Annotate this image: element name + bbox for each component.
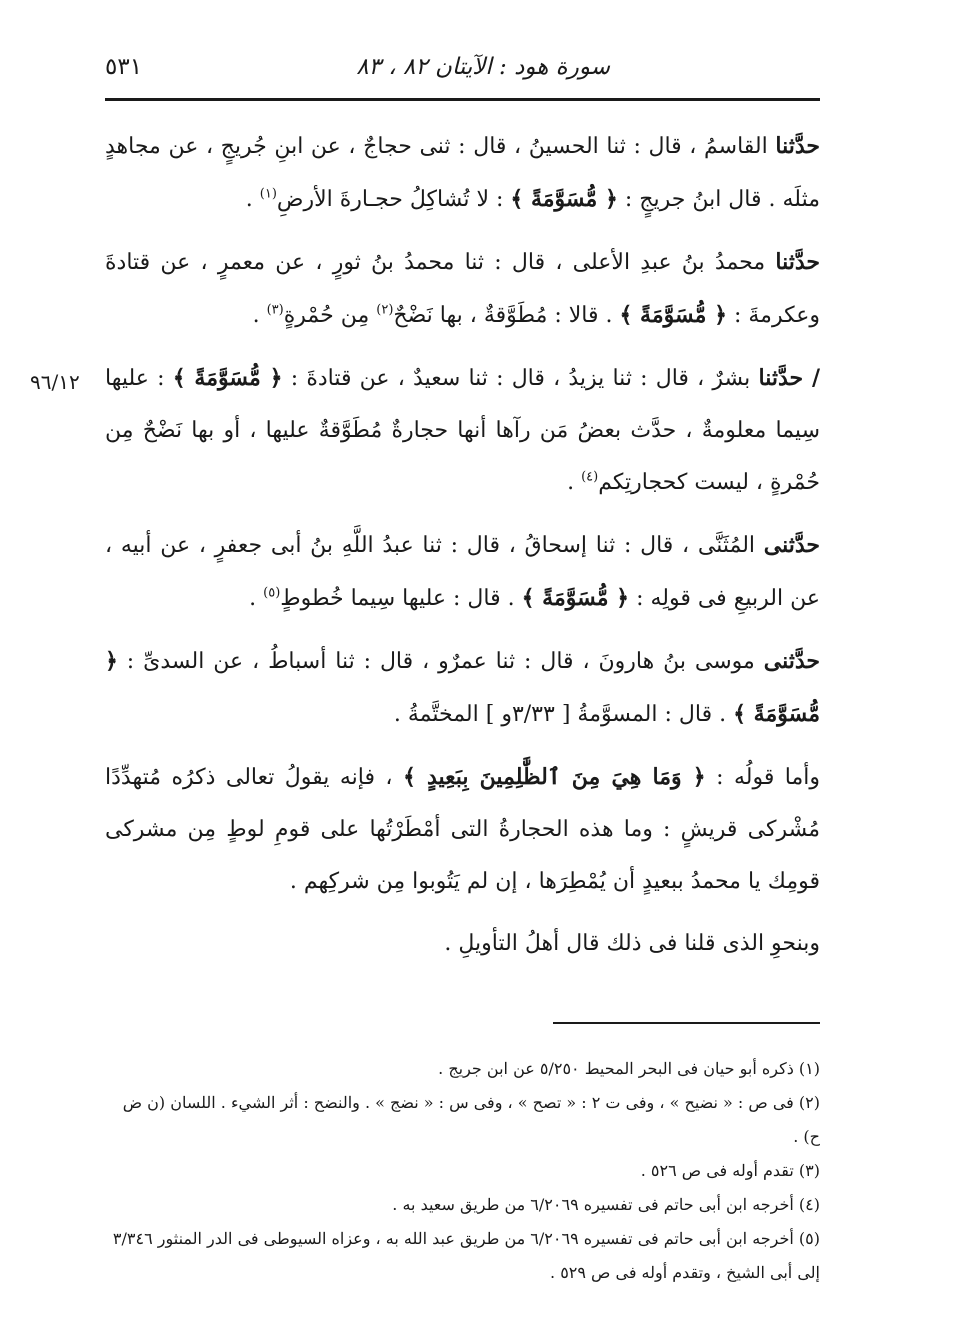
footnote-3: (٣) تقدم أوله فى ص ٥٢٦ .: [640, 1161, 820, 1180]
footnote-ref[interactable]: (٥): [263, 585, 281, 601]
quran-quote: ﴿ مُّسَوَّمَةً ﴾: [521, 585, 630, 611]
text-run: وبنحوِ الذى قلنا فى ذلك قال أهلُ التأويلِ .: [444, 931, 820, 956]
text-run: ، فإنه يقولُ تعالى ذكرُه مُتهدِّدًا مُشْركى قريشٍ : وما هذه الحجارةُ التى أمْطَرْتُها على قومِ لوطٍ مِن مشركى قومِك يا محمدُ ببعيدٍ أن يُمْطِرَها ، إن لم يَتُوبوا مِن شركِهم .: [105, 765, 820, 894]
footnote-ref[interactable]: (١): [259, 186, 277, 202]
quran-quote: ﴿ وَمَا هِيَ مِنَ ٱلظَّٰلِمِينَ بِبَعِيدٍ ﴾: [402, 764, 706, 790]
footnote-ref[interactable]: (٢): [376, 302, 394, 318]
footnote-5: (٥) أخرجه ابن أبى حاتم فى تفسيره ٦/٢٠٦٩ من طريق عبد الله به ، وعزاه السيوطى فى الدر المنثور ٣/٣٤٦ إلى أبى الشيخ ، وتقدم أوله فى ص ٥٢٩ .: [112, 1229, 820, 1282]
text-run: مِن حُمْرةٍ: [283, 303, 377, 328]
footnote-ref[interactable]: (٤): [581, 469, 599, 485]
paragraph-3: [105, 352, 820, 509]
text-run: . قال : عليها سِيما خُطوطٍ: [280, 586, 522, 611]
running-title: سورة هود : الآيتان ٨٢ ، ٨٣: [356, 54, 610, 80]
footnote-2: (٢) فى ص : « نضيح » ، وفى ت ٢ : « تصح » ، وفى س : « نضج » . والنضح : أثر الشيء . اللسان (ن ض ح) .: [122, 1093, 820, 1146]
text-run: : لا تُشاكِلُ حجـارةَ الأرضِ: [276, 187, 511, 212]
footnote-4: (٤) أخرجه ابن أبى حاتم فى تفسيره ٦/٢٠٦٩ من طريق سعيد به .: [392, 1195, 820, 1214]
narration-lead: حدَّثنى: [763, 532, 820, 558]
text-run: .: [252, 303, 267, 328]
footnote-ref[interactable]: (٣): [266, 302, 284, 318]
footnote-divider: [553, 1022, 820, 1024]
page-header: [105, 48, 820, 101]
quran-quote: ﴿ مُّسَوَّمَةً ﴾: [510, 186, 618, 212]
text-run: . قالا : مُطَوَّقةٌ ، بها نَضْحٌ: [393, 303, 620, 328]
page-number: ٥٣١: [105, 54, 143, 80]
footnotes: [105, 1052, 820, 1290]
text-run: وأما قولُه :: [705, 765, 821, 790]
paragraph-2: [105, 236, 820, 342]
narration-lead: حدَّثنى: [763, 648, 820, 674]
footnote-1: (١) ذكره أبو حيان فى البحر المحيط ٥/٢٥٠ عن ابن جريج .: [438, 1059, 820, 1078]
paragraph-1: [105, 120, 820, 226]
text-run: . قال : المسوَّمةُ [ ٣/٣٣و ] المختَّمةُ .: [393, 702, 734, 727]
text-run: القاسمُ ، قال : ثنا الحسينُ ، قال : ثنى حجاجٌ ، عن ابنِ جُريجٍ ، عن مجاهدٍ مثلَه . قال ابنُ جريجٍ :: [105, 134, 820, 212]
paragraph-4: [105, 519, 820, 625]
narration-lead: / حدَّثنا: [758, 365, 820, 391]
text-run: المُثَنَّى ، قال : ثنا إسحاقُ ، قال : ثنا عبدُ اللَّهِ بنُ أبى جعفرٍ ، عن أبيه ، عن الربيعِ فى قولِه :: [105, 533, 820, 611]
text-run: .: [245, 187, 260, 212]
text-run: بشرٌ ، قال : ثنا يزيدُ ، قال : ثنا سعيدٌ ، عن قتادةَ :: [282, 366, 759, 391]
text-run: موسى بنُ هارونَ ، قال : ثنا عمرٌو ، قال : ثنا أسباطُ ، عن السدىِّ :: [117, 649, 764, 674]
narration-lead: حدَّثنا: [775, 249, 820, 275]
text-run: .: [567, 470, 582, 495]
text-run: محمدُ بنُ عبدِ الأعلى ، قال : ثنا محمدُ بنُ ثورٍ ، عن معمرٍ ، عن قتادةَ وعكرمةَ :: [105, 250, 820, 328]
quran-quote: ﴿ مُّسَوَّمَةً ﴾: [619, 302, 727, 328]
quran-quote: ﴿ مُّسَوَّمَةً ﴾: [172, 365, 283, 391]
text-run: : عليها سِيما معلومةٌ ، حدَّث بعضُ مَن رآها أنها حجارةٌ مُطَوَّقةٌ عليها ، أو بها نَضْحٌ مِن حُمْرةٍ ، ليست كحجارتِكم: [105, 366, 820, 495]
margin-note: ٩٦/١٢: [30, 370, 80, 394]
main-text: [105, 120, 820, 980]
text-run: .: [249, 586, 264, 611]
paragraph-7: [105, 918, 820, 970]
paragraph-5: [105, 635, 820, 741]
quran-quote: ﴿ مُّسَوَّمَةً ﴾: [105, 648, 820, 727]
narration-lead: حدَّثنا: [775, 133, 820, 159]
paragraph-6: [105, 751, 820, 908]
